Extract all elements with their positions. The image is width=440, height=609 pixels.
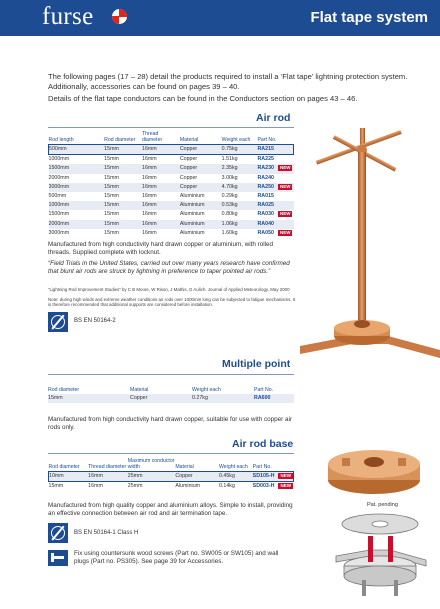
table-cell [180, 155, 222, 165]
table-cell [180, 210, 222, 219]
table-cell [49, 482, 89, 492]
new-badge: NEW [280, 483, 291, 489]
new-badge: NEW [279, 165, 291, 171]
cell-text: 16mm [142, 146, 157, 152]
cell-text: 15mm [104, 211, 119, 218]
col-header: Maximum conductor width [127, 458, 175, 470]
table-cell [142, 229, 180, 238]
table-cell [142, 220, 180, 229]
part-number [257, 220, 293, 229]
multiple-point-table [48, 387, 294, 403]
cell-text: 15mm [104, 165, 119, 172]
part-number [257, 164, 293, 173]
part-number [257, 174, 293, 183]
table-cell [142, 192, 180, 201]
cell-text: Aluminium [179, 211, 205, 218]
table-cell [49, 229, 105, 238]
table-cell [49, 192, 105, 201]
table-cell [88, 472, 128, 482]
table-cell [49, 155, 105, 165]
table-cell [180, 145, 222, 155]
part-number-text: RA025 [257, 202, 274, 209]
cell-text: 1000mm [48, 156, 70, 163]
cell-text: 15mm [48, 483, 64, 490]
col-header: Rod diameter [48, 387, 80, 393]
part-number [257, 192, 293, 201]
table-row [49, 229, 294, 238]
table-row [49, 183, 294, 192]
table-cell [222, 210, 258, 219]
table-cell [104, 229, 142, 238]
cell-text: 0.45kg [218, 473, 235, 479]
new-badge: NEW [279, 183, 291, 189]
cell-text: 3.00kg [221, 174, 238, 181]
standard-mark-icon [48, 523, 68, 543]
part-number-text: RA250 [257, 183, 274, 190]
cell-text: Aluminium [179, 220, 205, 227]
col-header: Weight each [192, 387, 221, 393]
table-cell [222, 220, 258, 229]
table-row [49, 164, 294, 173]
part-number: RA600 [254, 394, 294, 403]
table-row [48, 394, 294, 403]
col-header: Weight each [221, 137, 251, 143]
table-row [49, 201, 294, 210]
new-badge: NEW [279, 229, 291, 235]
cell-text: 3000mm [48, 183, 70, 190]
table-cell [142, 210, 180, 219]
cell-text: Copper [179, 183, 198, 190]
table-cell [49, 201, 105, 210]
col-header: Rod length [48, 137, 74, 143]
page-title: Flat tape system [310, 9, 428, 26]
table-cell [175, 482, 219, 492]
table-cell [104, 183, 142, 192]
cell-text: Aluminium [179, 202, 205, 209]
air-rod-base-standard: BS EN 50164-1 Class H [74, 530, 139, 536]
new-badge: NEW [280, 473, 291, 478]
table-cell [104, 210, 142, 219]
table-row [49, 155, 294, 165]
table-row [49, 472, 294, 482]
air-rod-standard: BS EN 50164-2 [74, 318, 116, 324]
part-number-text: RA050 [257, 229, 274, 236]
table-cell [222, 229, 258, 238]
cell-text: 16mm [142, 165, 157, 172]
air-rod-title: Air rod [256, 112, 291, 124]
air-rod-base-table [48, 458, 294, 491]
col-header: Thread diameter [142, 131, 163, 143]
cell-text: 16mm [88, 473, 103, 479]
table-cell [49, 220, 105, 229]
cell-text: Aluminium [175, 483, 201, 490]
cell-text: Aluminium [179, 193, 205, 200]
cell-text: Aluminium [179, 229, 205, 236]
air-rod-citation: “Lightning Rod Improvement Studies” by C B Moore, W Rison, J Mathis, G Aulich. Journal of Applied Meteorology, May 2000 [48, 287, 290, 292]
table-cell [219, 482, 253, 492]
cell-text: 25mm [127, 473, 143, 479]
table-cell [88, 482, 128, 492]
cell-text: 15mm [104, 183, 119, 190]
table-cell [180, 183, 222, 192]
intro-paragraph-2: Details of the flat tape conductors can be found in the Conductors section on pages 43 – 46. [48, 94, 358, 104]
table-cell [180, 229, 222, 238]
part-number [257, 229, 293, 238]
cell-text: Copper [179, 174, 198, 181]
cell-text: 16mm [142, 229, 157, 236]
cell-text: 3000mm [48, 229, 70, 236]
table-cell [104, 155, 142, 165]
standard-mark-icon [48, 312, 68, 332]
part-number [257, 183, 293, 192]
part-number-text: RA015 [257, 193, 274, 200]
table-cell [222, 145, 258, 155]
col-header: Rod diameter [48, 464, 80, 470]
cell-text: 16mm [142, 183, 157, 190]
table-cell [128, 472, 176, 482]
col-header: Thread diameter [88, 464, 127, 470]
table-cell [142, 145, 180, 155]
cell-text: 16mm [142, 211, 157, 218]
multiple-point-title: Multiple point [222, 358, 291, 370]
table-cell [222, 164, 258, 173]
cell-text: 1500mm [48, 165, 70, 172]
part-number-text: RA040 [257, 220, 274, 227]
cell-text: 16mm [142, 193, 157, 200]
cell-text: 500mm [48, 193, 67, 200]
air-rod-rule [48, 127, 294, 128]
table-cell [104, 201, 142, 210]
table-cell: Copper [130, 394, 192, 403]
cell-text: 0.29kg [221, 193, 238, 200]
table-cell [49, 183, 105, 192]
cell-text: 15mm [104, 229, 119, 236]
air-rod-table [48, 131, 294, 238]
col-header: Weight each [218, 464, 248, 470]
air-rod-note: Note: during high winds and extreme weather conditions air rods over 1000mm long can be subjected to fatigue mechanisms. It is therefore recommended that additional supports are considered before installation. [48, 297, 296, 308]
table-cell [222, 155, 258, 165]
air-rod-quote: “Field Trials in the United States, carried out over many years research have confirmed that blunt air rods are struck by lightning in preference to taper pointed air rods.” [48, 260, 290, 275]
table-cell [142, 155, 180, 165]
part-number [253, 482, 294, 492]
table-row [49, 482, 294, 492]
col-header: Material [175, 464, 194, 470]
intro-paragraph-1: The following pages (17 – 28) detail the products required to install a ‘Flat tape’ lightning protection system. Additionally, accessories can be found on pages 39 – 40. [48, 72, 408, 91]
col-header: Material [130, 387, 149, 393]
part-number [257, 155, 293, 165]
table-cell [142, 164, 180, 173]
table-cell [142, 183, 180, 192]
multiple-point-header-row [48, 387, 294, 394]
fixing-instructions: Fix using countersunk wood screws (Part no. SW005 or SW105) and wall plugs (Part no. PS305). See page 39 for Accessories. [74, 550, 279, 565]
table-cell [142, 201, 180, 210]
table-cell [222, 174, 258, 183]
part-number [257, 145, 293, 155]
cell-text: 1.06kg [221, 220, 238, 227]
cell-text: 2000mm [48, 220, 70, 227]
cell-text: 1500mm [48, 211, 70, 218]
cell-text: 1000mm [48, 202, 70, 209]
cell-text: Copper [179, 146, 198, 152]
table-cell [222, 192, 258, 201]
multiple-point-description: Manufactured from high conductivity hard drawn copper, suitable for use with copper air rods only. [48, 416, 292, 431]
cell-text: 10mm [49, 473, 64, 479]
cell-text: 1.60kg [221, 229, 238, 236]
part-number-text: RA240 [257, 174, 274, 181]
intro-text [48, 72, 408, 107]
cell-text: 0.75kg [221, 146, 238, 152]
cell-text: 0.14kg [218, 483, 235, 490]
table-cell [104, 220, 142, 229]
table-cell [222, 201, 258, 210]
table-cell [104, 192, 142, 201]
air-rod-header-row [49, 131, 294, 145]
cell-text: 15mm [104, 156, 119, 163]
table-cell [180, 201, 222, 210]
table-cell: 15mm [48, 394, 130, 403]
table-cell [219, 472, 253, 482]
table-row [49, 145, 294, 155]
screw-fixing-icon [48, 550, 68, 566]
table-cell [142, 174, 180, 183]
furse-logo: furse [42, 3, 94, 30]
col-header: Part No. [254, 387, 274, 393]
table-cell [128, 482, 176, 492]
new-badge: NEW [279, 211, 291, 217]
header-bar [0, 0, 440, 36]
cell-text: 15mm [104, 174, 119, 181]
cell-text: 0.53kg [221, 202, 238, 209]
cell-text: 2000mm [48, 174, 70, 181]
table-cell [49, 164, 105, 173]
table-cell [49, 174, 105, 183]
cell-text: 16mm [88, 483, 103, 490]
col-header: Part No. [252, 464, 272, 470]
cell-text: 500mm [49, 146, 67, 152]
air-rod-base-rule [48, 453, 294, 454]
air-rod-base-title: Air rod base [232, 438, 294, 450]
table-cell [222, 183, 258, 192]
cell-text: 15mm [104, 220, 119, 227]
cell-text: 25mm [127, 483, 143, 490]
furse-logo-mark-icon [112, 9, 127, 24]
cell-text: 4.70kg [221, 183, 238, 190]
part-number-text: RA230 [257, 165, 274, 172]
table-cell [49, 472, 89, 482]
table-row [49, 174, 294, 183]
table-cell [175, 472, 219, 482]
air-rod-description: Manufactured from high conductivity hard drawn copper or aluminium, with rolled threads. Supplied complete with locknut. [48, 241, 274, 256]
part-number-text: RA215 [257, 146, 274, 152]
table-cell [180, 220, 222, 229]
table-cell [180, 174, 222, 183]
table-cell [180, 192, 222, 201]
air-rod-base-header-row [49, 458, 294, 472]
cell-text: 16mm [142, 220, 157, 227]
multiple-point-rule [48, 374, 294, 375]
table-row [49, 210, 294, 219]
cell-text: Copper [179, 165, 198, 172]
part-number-text: RA030 [257, 211, 274, 218]
cell-text: Copper [175, 473, 193, 479]
table-cell [104, 145, 142, 155]
col-header: Part No. [257, 137, 277, 143]
part-number [253, 472, 294, 482]
part-number-text: SD105-H [252, 473, 275, 479]
patent-pending-label: Pat. pending [367, 502, 398, 508]
col-header: Rod diameter [104, 137, 136, 143]
cell-text: 15mm [104, 146, 119, 152]
table-row [49, 192, 294, 201]
cell-text: 16mm [142, 174, 157, 181]
cell-text: Copper [179, 156, 198, 163]
cell-text: 15mm [104, 193, 119, 200]
cell-text: 0.80kg [221, 211, 238, 218]
part-number-text: SD003-H [252, 483, 275, 490]
part-number [257, 201, 293, 210]
cell-text: 2.35kg [221, 165, 238, 172]
table-cell: 0.27kg [192, 394, 254, 403]
table-row [49, 220, 294, 229]
air-rod-base-description: Manufactured from high quality copper and aluminium alloys. Simple to install, providing an effective connection between air rod and air termination tape. [48, 502, 293, 517]
cell-text: 16mm [142, 202, 157, 209]
table-cell [104, 174, 142, 183]
cell-text: 16mm [142, 156, 157, 163]
cell-text: 15mm [104, 202, 119, 209]
multiple-point-air-rod-image [300, 110, 440, 370]
air-rod-base-exploded-image [330, 510, 430, 600]
part-number [257, 210, 293, 219]
table-cell [180, 164, 222, 173]
col-header: Material [179, 137, 199, 143]
air-rod-base-image [318, 440, 430, 500]
part-number-text: RA225 [257, 156, 274, 163]
table-cell [49, 145, 105, 155]
cell-text: 1.51kg [221, 156, 238, 163]
table-cell [49, 210, 105, 219]
table-cell [104, 164, 142, 173]
